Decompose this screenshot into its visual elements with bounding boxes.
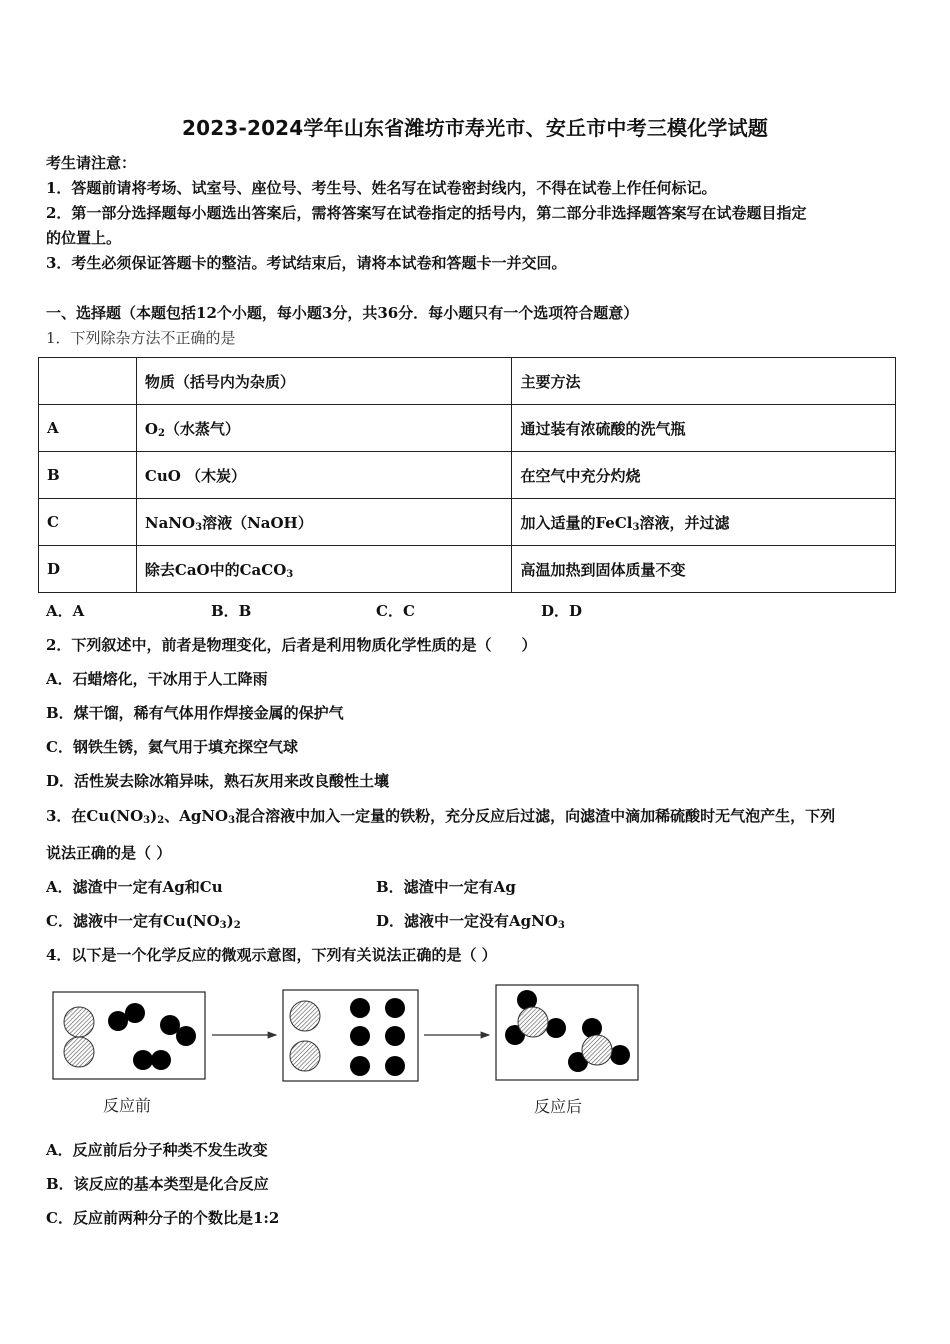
caption-after: 反应后 xyxy=(534,1097,583,1116)
q3-option-a: A．滤渣中一定有Ag和Cu xyxy=(46,878,223,896)
q1-option-d: D．D xyxy=(541,602,583,620)
row-label: D xyxy=(39,546,137,593)
box-after xyxy=(496,985,638,1080)
method-cell: 加入适量的FeCl$_3$溶液，并过滤 xyxy=(512,499,896,546)
substance-cell: NaNO$_3$溶液（NaOH） xyxy=(136,499,512,546)
q2-option-a: A．石蜡熔化，干冰用于人工降雨 xyxy=(46,670,268,688)
page-title: 2023-2024学年山东省潍坊市寿光市、安丘市中考三模化学试题 xyxy=(181,116,769,140)
box-before xyxy=(53,992,205,1079)
substance-cell: 除去CaO中的CaCO$_3$ xyxy=(136,546,512,593)
q2-option-d: D．活性炭去除冰箱异味，熟石灰用来改良酸性土壤 xyxy=(46,772,390,790)
q2-stem: 2．下列叙述中，前者是物理变化，后者是利用物质化学性质的是（ ） xyxy=(46,636,537,654)
box-middle xyxy=(283,990,418,1081)
notice-heading: 考生请注意： xyxy=(46,154,137,172)
substance-cell: CuO （木炭） xyxy=(136,452,512,499)
q3-option-c: C．滤液中一定有$Cu(NO_3)_2$ xyxy=(46,912,241,931)
caption-before: 反应前 xyxy=(103,1096,152,1115)
table-header-substance: 物质（括号内为杂质） xyxy=(136,358,512,405)
section-heading: 一、选择题（本题包括12个小题，每小题3分，共36分．每小题只有一个选项符合题意） xyxy=(46,304,639,322)
substance-cell: $O_2$（水蒸气） xyxy=(136,405,512,452)
q3-option-b: B．滤渣中一定有Ag xyxy=(376,878,516,896)
notice-item-1: 1．答题前请将考场、试室号、座位号、考生号、姓名写在试卷密封线内，不得在试卷上作任何标记。 xyxy=(46,179,717,197)
notice-item-2-cont: 的位置上。 xyxy=(46,229,122,247)
q2-option-c: C．钢铁生锈，氦气用于填充探空气球 xyxy=(46,738,298,756)
q4-option-a: A．反应前后分子种类不发生改变 xyxy=(46,1141,268,1159)
method-cell: 高温加热到固体质量不变 xyxy=(512,546,896,593)
row-label: A xyxy=(39,405,137,452)
q1-stem: 1．下列除杂方法不正确的是 xyxy=(46,329,236,347)
q3-option-d: D．滤液中一定没有AgNO$_3$ xyxy=(376,912,565,931)
q3-stem: 3．在$Cu(NO_3)_2$、AgNO$_3$混合溶液中加入一定量的铁粉，充分反应后过滤，向滤渣中滴加稀硫酸时无气泡产生，下列 xyxy=(46,807,836,826)
q3-stem-line2: 说法正确的是（ ） xyxy=(46,844,172,862)
q1-option-b: B．B xyxy=(211,602,252,620)
q4-option-b: B．该反应的基本类型是化合反应 xyxy=(46,1175,269,1193)
table-header-method: 主要方法 xyxy=(512,358,896,405)
q4-stem: 4．以下是一个化学反应的微观示意图，下列有关说法正确的是（ ） xyxy=(46,946,497,964)
q4-option-c: C．反应前两种分子的个数比是1:2 xyxy=(46,1209,280,1227)
q1-option-c: C．C xyxy=(376,602,415,620)
method-cell: 通过装有浓硫酸的洗气瓶 xyxy=(512,405,896,452)
method-cell: 在空气中充分灼烧 xyxy=(512,452,896,499)
q1-option-a: A．A xyxy=(46,602,85,620)
q2-option-b: B．煤干馏，稀有气体用作焊接金属的保护气 xyxy=(46,704,344,722)
notice-item-2: 2．第一部分选择题每小题选出答案后，需将答案写在试卷指定的括号内，第二部分非选择题答案写在试卷题目指定 xyxy=(46,204,807,222)
row-label: C xyxy=(39,499,137,546)
notice-item-3: 3．考生必须保证答题卡的整洁。考试结束后，请将本试卷和答题卡一并交回。 xyxy=(46,254,567,272)
row-label: B xyxy=(39,452,137,499)
